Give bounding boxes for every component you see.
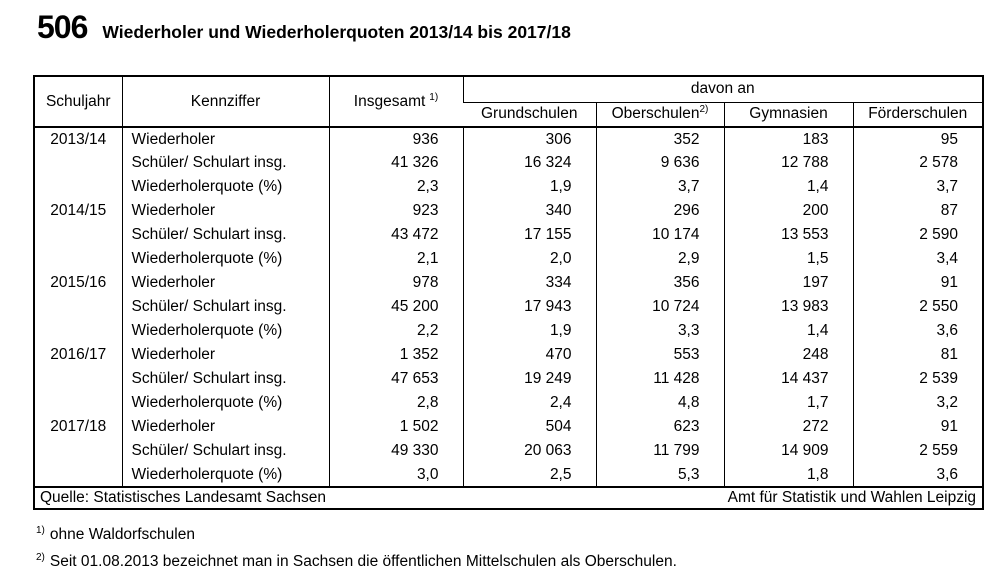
- value-cell: 14 437: [724, 367, 853, 391]
- value-cell: 936: [329, 127, 463, 151]
- table-row: [34, 127, 983, 151]
- value-cell: 2,0: [463, 247, 596, 271]
- value-cell: 11 428: [596, 367, 724, 391]
- value-cell: 197: [724, 271, 853, 295]
- schuljahr-cell: 2013/14: [50, 130, 107, 148]
- value-cell: 352: [596, 127, 724, 151]
- value-cell: 13 553: [724, 223, 853, 247]
- value-cell: 2,9: [596, 247, 724, 271]
- footnote-ref-2-icon: 2): [699, 104, 709, 116]
- value-cell: 3,3: [596, 319, 724, 343]
- value-cell: 3,2: [853, 391, 983, 415]
- value-cell: 2 578: [853, 151, 983, 175]
- value-cell: 183: [724, 127, 853, 151]
- kennziffer-cell: Schüler/ Schulart insg.: [122, 295, 329, 319]
- value-cell: 4,8: [596, 391, 724, 415]
- schuljahr-cell: 2017/18: [50, 418, 107, 435]
- value-cell: 47 653: [329, 367, 463, 391]
- kennziffer-cell: Wiederholerquote (%): [122, 391, 329, 415]
- value-cell: 3,7: [853, 175, 983, 199]
- value-cell: 2,2: [329, 319, 463, 343]
- footnote-ref-1-icon: 1): [429, 91, 439, 103]
- value-cell: 10 724: [596, 295, 724, 319]
- kennziffer-cell: Schüler/ Schulart insg.: [122, 223, 329, 247]
- value-cell: 504: [463, 415, 596, 439]
- value-cell: 9 636: [596, 151, 724, 175]
- value-cell: 272: [724, 415, 853, 439]
- value-cell: 334: [463, 271, 596, 295]
- value-cell: 1,9: [463, 319, 596, 343]
- value-cell: 81: [853, 343, 983, 367]
- value-cell: 470: [463, 343, 596, 367]
- value-cell: 17 943: [463, 295, 596, 319]
- value-cell: 41 326: [329, 151, 463, 175]
- value-cell: 1,5: [724, 247, 853, 271]
- value-cell: 91: [853, 415, 983, 439]
- value-cell: 16 324: [463, 151, 596, 175]
- footnote-1-marker: 1): [36, 525, 45, 536]
- schuljahr-cell: [34, 151, 122, 175]
- value-cell: 11 799: [596, 439, 724, 463]
- table-row: [34, 367, 983, 391]
- footnote-2-marker: 2): [36, 552, 45, 564]
- value-cell: 978: [329, 271, 463, 295]
- schuljahr-cell: [34, 223, 122, 247]
- table-row: [34, 271, 983, 295]
- schuljahr-cell: [34, 391, 122, 415]
- value-cell: 3,6: [853, 319, 983, 343]
- table-row: [34, 151, 983, 175]
- kennziffer-cell: Wiederholerquote (%): [122, 247, 329, 271]
- footnote-2-text: Seit 01.08.2013 bezeichnet man in Sachsen die öffentlichen Mittelschulen als Oberschulen.: [49, 553, 677, 571]
- value-cell: 2 590: [853, 223, 983, 247]
- schuljahr-cell: [34, 463, 122, 487]
- value-cell: 2,1: [329, 247, 463, 271]
- insgesamt-label: Insgesamt: [353, 92, 426, 110]
- kennziffer-cell: Schüler/ Schulart insg.: [122, 439, 329, 463]
- value-cell: 296: [596, 199, 724, 223]
- table-row: [34, 295, 983, 319]
- value-cell: 20 063: [463, 439, 596, 463]
- value-cell: 356: [596, 271, 724, 295]
- kennziffer-cell: Schüler/ Schulart insg.: [122, 367, 329, 391]
- value-cell: 19 249: [463, 367, 596, 391]
- page-title: Wiederholer und Wiederholerquoten 2013/14 bis 2017/18: [102, 22, 571, 42]
- footnote-1-text: ohne Waldorfschulen: [49, 526, 195, 544]
- value-cell: 1 502: [329, 415, 463, 439]
- kennziffer-cell: Wiederholer: [122, 199, 329, 223]
- footnote-2: [36, 546, 1000, 571]
- value-cell: 340: [463, 199, 596, 223]
- schuljahr-cell: 2015/16: [50, 274, 107, 291]
- kennziffer-cell: Wiederholer: [122, 127, 329, 151]
- value-cell: 1,8: [724, 463, 853, 487]
- value-cell: 200: [724, 199, 853, 223]
- table-row: [34, 175, 983, 199]
- col-header-insgesamt: [329, 76, 463, 127]
- kennziffer-cell: Wiederholer: [122, 343, 329, 367]
- value-cell: 553: [596, 343, 724, 367]
- col-header-davon-an: davon an: [463, 76, 983, 102]
- value-cell: 87: [853, 199, 983, 223]
- value-cell: 2 539: [853, 367, 983, 391]
- value-cell: 2,3: [329, 175, 463, 199]
- table-row: [34, 439, 983, 463]
- table-row: [34, 463, 983, 487]
- oberschulen-label: Oberschulen: [611, 105, 700, 123]
- col-header-kennziffer: Kennziffer: [122, 76, 329, 127]
- value-cell: 10 174: [596, 223, 724, 247]
- table-row: [34, 247, 983, 271]
- value-cell: 14 909: [724, 439, 853, 463]
- value-cell: 2,8: [329, 391, 463, 415]
- value-cell: 1,4: [724, 175, 853, 199]
- value-cell: 2,4: [463, 391, 596, 415]
- schuljahr-cell: 2014/15: [50, 202, 107, 219]
- value-cell: 1,4: [724, 319, 853, 343]
- value-cell: 43 472: [329, 223, 463, 247]
- value-cell: 3,0: [329, 463, 463, 487]
- page-number: 506: [37, 9, 88, 45]
- table-row: [34, 199, 983, 223]
- value-cell: 3,4: [853, 247, 983, 271]
- table-row: [34, 223, 983, 247]
- col-header-grundschulen: Grundschulen: [463, 102, 596, 127]
- kennziffer-cell: Wiederholer: [122, 271, 329, 295]
- kennziffer-cell: Wiederholerquote (%): [122, 463, 329, 487]
- value-cell: 12 788: [724, 151, 853, 175]
- table-row: [34, 343, 983, 367]
- value-cell: 91: [853, 271, 983, 295]
- value-cell: 623: [596, 415, 724, 439]
- statistics-table: [33, 75, 984, 510]
- schuljahr-cell: [34, 367, 122, 391]
- kennziffer-cell: Wiederholerquote (%): [122, 319, 329, 343]
- value-cell: 2 559: [853, 439, 983, 463]
- source-left: Quelle: Statistisches Landesamt Sachsen: [40, 489, 327, 506]
- table-footer: [34, 487, 983, 509]
- col-header-gymnasien: Gymnasien: [724, 102, 853, 127]
- value-cell: 5,3: [596, 463, 724, 487]
- schuljahr-cell: [34, 439, 122, 463]
- table-row: [34, 319, 983, 343]
- value-cell: 3,7: [596, 175, 724, 199]
- value-cell: 1 352: [329, 343, 463, 367]
- value-cell: 248: [724, 343, 853, 367]
- value-cell: 17 155: [463, 223, 596, 247]
- value-cell: 1,7: [724, 391, 853, 415]
- value-cell: 2 550: [853, 295, 983, 319]
- value-cell: 45 200: [329, 295, 463, 319]
- value-cell: 306: [463, 127, 596, 151]
- value-cell: 3,6: [853, 463, 983, 487]
- col-header-foerderschulen: Förderschulen: [853, 102, 983, 127]
- schuljahr-cell: [34, 247, 122, 271]
- table-row: [34, 415, 983, 439]
- kennziffer-cell: Wiederholerquote (%): [122, 175, 329, 199]
- schuljahr-cell: [34, 319, 122, 343]
- source-row: [34, 487, 983, 509]
- kennziffer-cell: Wiederholer: [122, 415, 329, 439]
- value-cell: 13 983: [724, 295, 853, 319]
- value-cell: 95: [853, 127, 983, 151]
- table-body: [34, 127, 983, 487]
- schuljahr-cell: [34, 295, 122, 319]
- footnote-1: [36, 519, 1000, 546]
- col-header-oberschulen: [596, 102, 724, 127]
- kennziffer-cell: Schüler/ Schulart insg.: [122, 151, 329, 175]
- table-header: [34, 76, 983, 127]
- footnotes: [36, 519, 1000, 571]
- col-header-schuljahr: Schuljahr: [34, 76, 122, 127]
- value-cell: 1,9: [463, 175, 596, 199]
- source-right: Amt für Statistik und Wahlen Leipzig: [727, 489, 977, 506]
- value-cell: 49 330: [329, 439, 463, 463]
- page-header: [0, 0, 1000, 46]
- value-cell: 2,5: [463, 463, 596, 487]
- schuljahr-cell: 2016/17: [50, 346, 107, 363]
- schuljahr-cell: [34, 175, 122, 199]
- value-cell: 923: [329, 199, 463, 223]
- table-row: [34, 391, 983, 415]
